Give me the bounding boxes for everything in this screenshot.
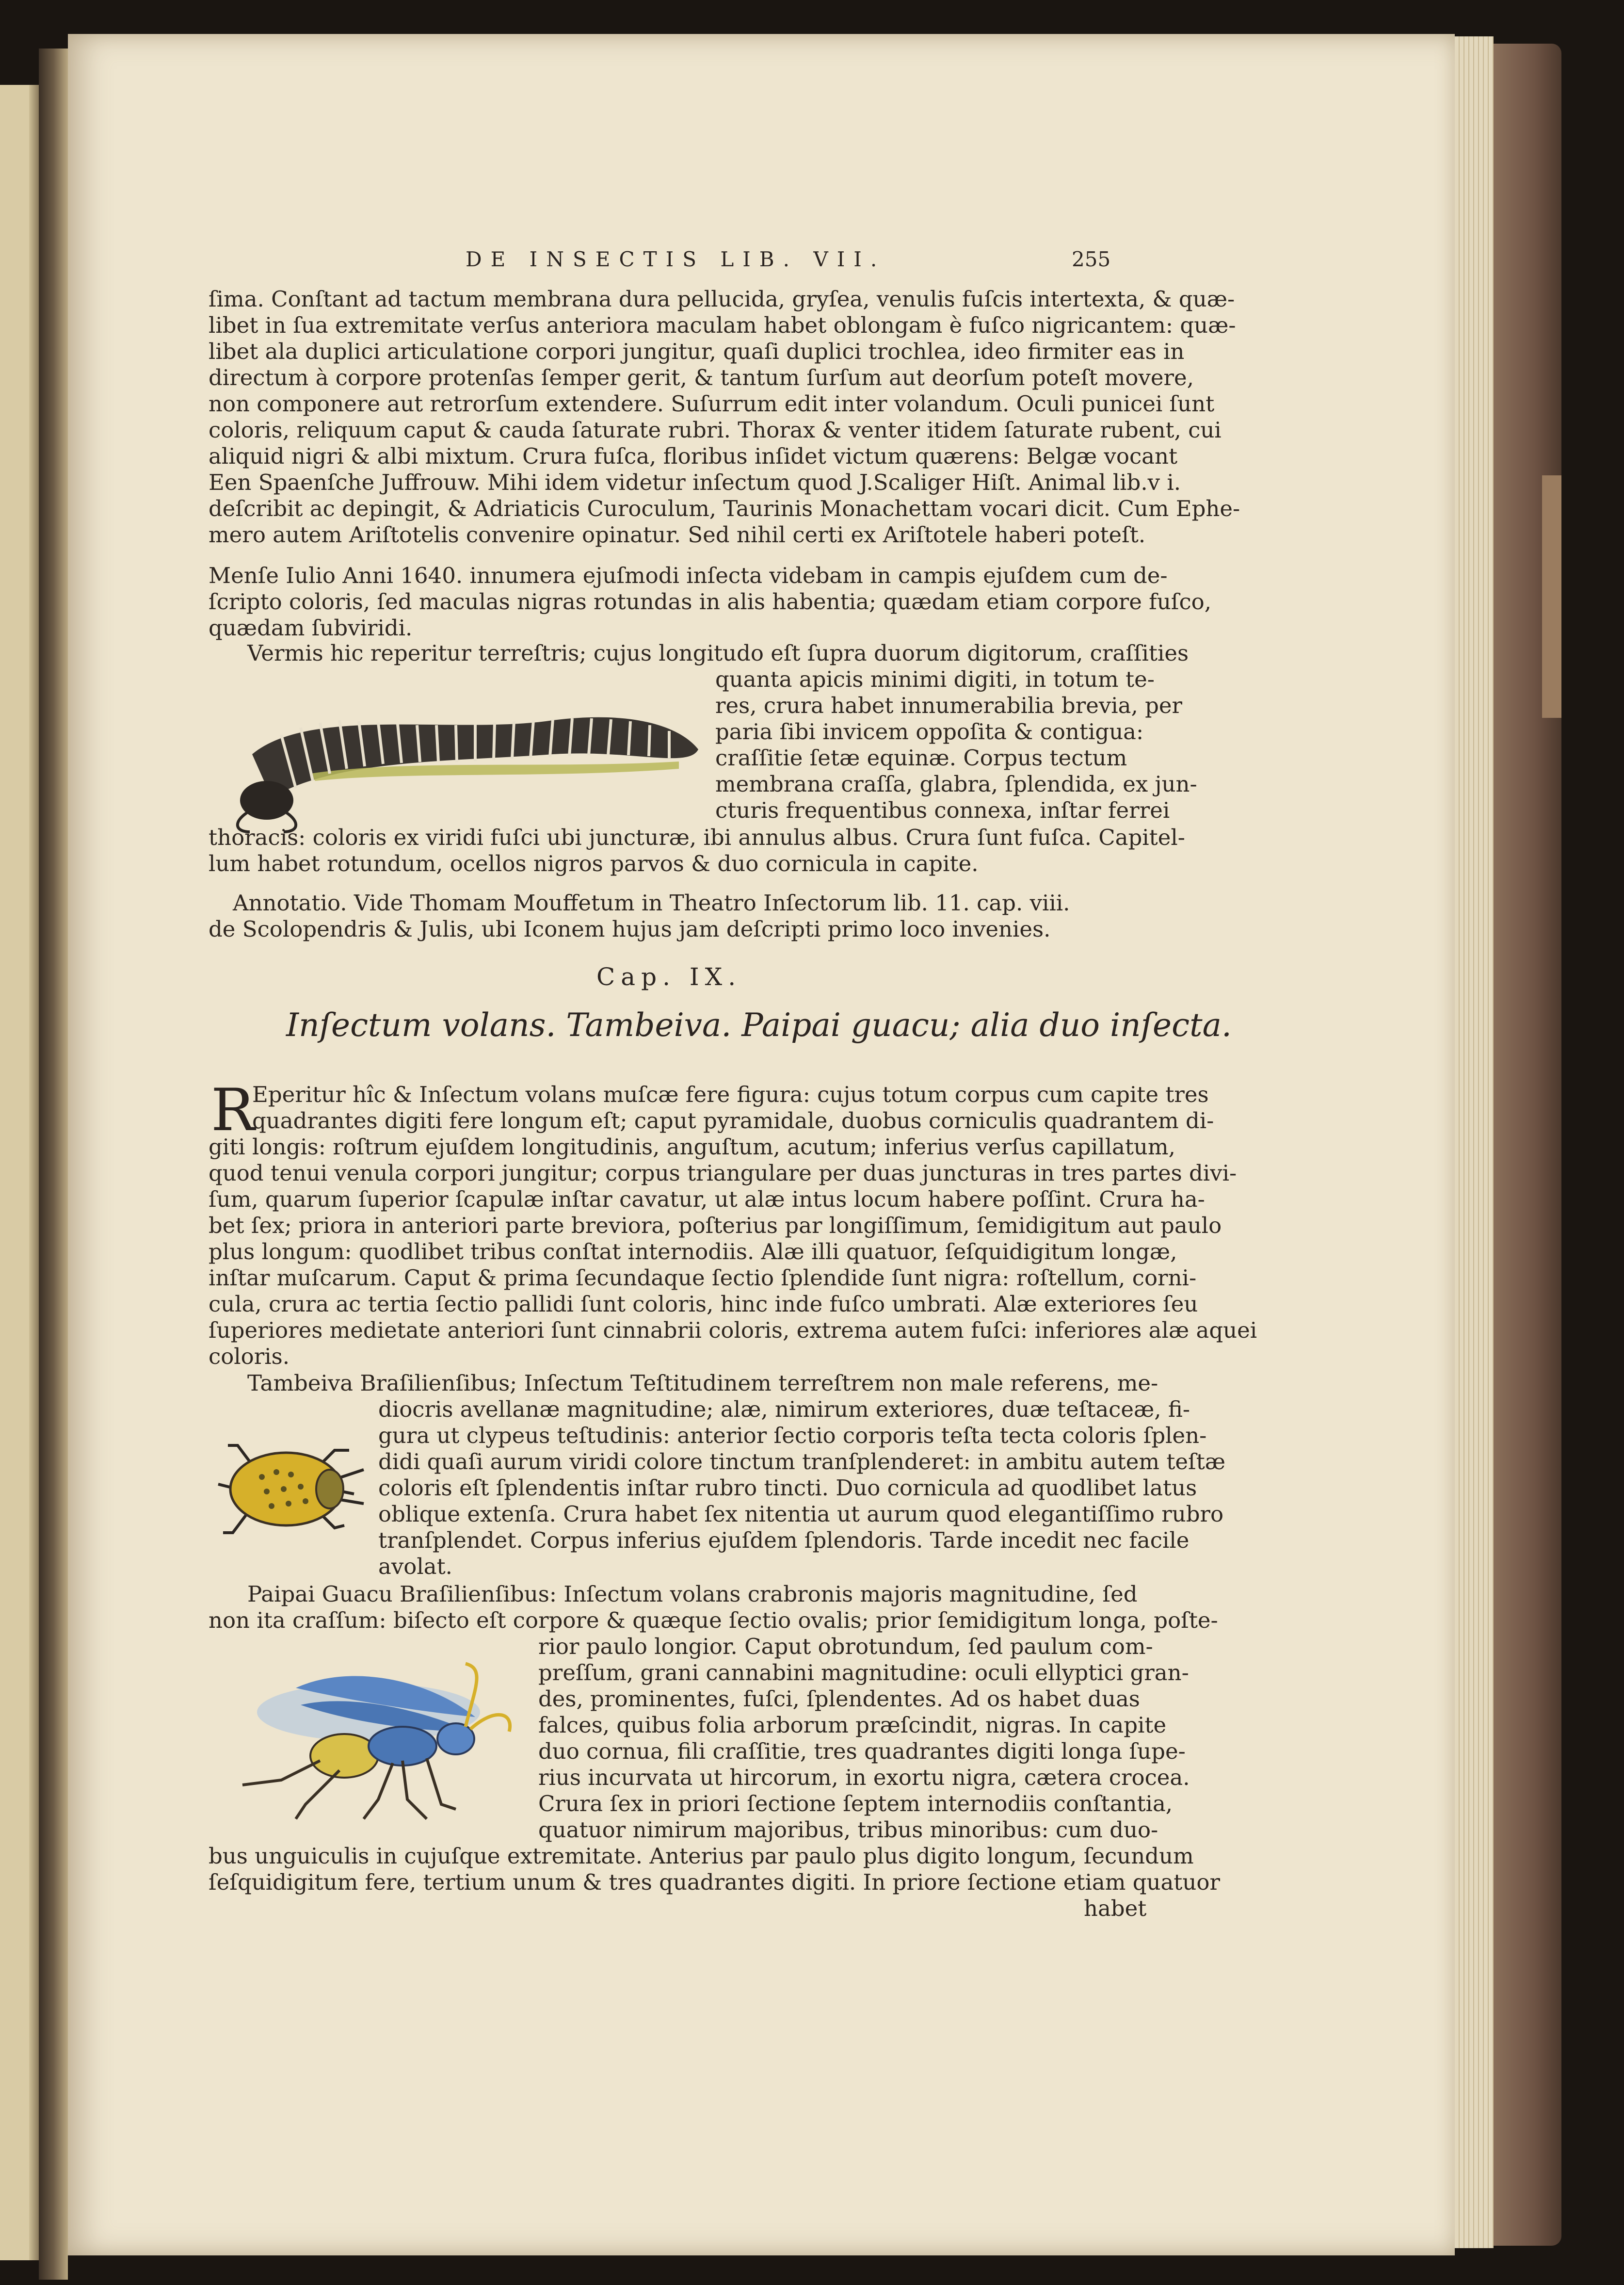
text-line: libet in ſua extremitate verſus anteriora maculam habet oblongam è fuſco nigricantem: quæ-	[209, 312, 1236, 338]
text-line: ſuperiores medietate anteriori ſunt cinnabrii coloris, extrema autem fuſci: inferiores alæ aquei	[209, 1317, 1257, 1343]
text-line: thoracis: coloris ex viridi fuſci ubi juncturæ, ibi annulus albus. Crura ſunt fuſca. Capitel-	[209, 825, 1185, 850]
text-line: oblique extenſa. Crura habet ſex nitentia ut aurum quod elegantiſſimo rubro	[378, 1501, 1224, 1527]
paragraph-block-3-start	[252, 1082, 1214, 1134]
text-line: quædam ſubviridi.	[209, 615, 413, 641]
text-line: ſima. Conſtant ad tactum membrana dura pellucida, gryſea, venulis fuſcis intertexta, & quæ-	[209, 286, 1235, 312]
text-line: coloris.	[209, 1344, 290, 1369]
text-line: inſtar muſcarum. Caput & prima ſecundaque ſectio ſplendide ſunt nigra: roſtellum, corni-	[209, 1265, 1197, 1291]
left-page-edge	[29, 85, 39, 2260]
catchword	[1084, 1896, 1146, 1922]
text-line: duo cornua, fili craſſitie, tres quadrantes digiti longa ſupe-	[538, 1738, 1186, 1764]
text-line: deſcribit ac depingit, & Adriaticis Curoculum, Taurinis Monachettam vocari dicit. Cum Ephe-	[209, 496, 1240, 521]
paipai-first	[247, 1581, 1138, 1607]
book-cover	[1494, 44, 1561, 2246]
text-line: Vermis hic reperitur terreſtris; cujus longitudo eſt ſupra duorum digitorum, craſſities	[247, 640, 1189, 666]
text-line: avolat.	[378, 1554, 452, 1579]
text-line: coloris eſt ſplendentis inſtar rubro tincti. Duo cornicula ad quodlibet latus	[378, 1475, 1197, 1501]
text-line: ſcripto coloris, ſed maculas nigras rotundas in alis habentia; quædam etiam corpore fuſco,	[209, 589, 1212, 615]
tambeiva-first	[247, 1370, 1158, 1396]
text-line: cturis frequentibus connexa, inſtar ferrei	[715, 797, 1170, 823]
text-line: ſum, quarum ſuperior ſcapulæ inſtar cavatur, ut alæ intus locum habere poſſint. Crura ha-	[209, 1186, 1205, 1212]
text-line: membrana craſſa, glabra, ſplendida, ex jun-	[715, 771, 1197, 797]
vermis-after-figure	[209, 825, 1185, 877]
paipai-column	[538, 1634, 1190, 1843]
text-line: cula, crura ac tertia ſectio pallidi ſunt coloris, hinc inde fuſco umbrati. Alæ exteriores ſeu	[209, 1291, 1198, 1317]
text-line: quod tenui venula corpori jungitur; corpus triangulare per duas juncturas in tres partes divi-	[209, 1160, 1237, 1186]
text-line: plus longum: quodlibet tribus conſtat internodiis. Alæ illi quatuor, ſeſquidigitum longæ,	[209, 1239, 1177, 1264]
text-line: quanta apicis minimi digiti, in totum te-	[715, 666, 1155, 692]
text-line: coloris, reliquum caput & cauda ſaturate rubri. Thorax & venter itidem ſaturate rubent, cui	[209, 417, 1222, 443]
text-line: directum à corpore protenſas ſemper gerit, & tantum ſurſum aut deorſum poteſt movere,	[209, 365, 1194, 390]
text-line: quadrantes digiti fere longum eſt; caput pyramidale, duobus corniculis quadrantem di-	[252, 1108, 1214, 1134]
page-number: 255	[1072, 247, 1111, 271]
running-title: DE INSECTIS LIB. VII.	[466, 247, 886, 271]
text-line: paria ſibi invicem oppoſita & contigua:	[715, 719, 1144, 745]
paragraph-block-2	[209, 563, 1211, 641]
text-line: gura ut clypeus teſtudinis: anterior ſectio corporis teſta tecta coloris ſplen-	[378, 1423, 1207, 1448]
paipai-after	[209, 1843, 1220, 1896]
chapter-title: Inſectum volans. Tambeiva. Paipai guacu; alia duo inſecta.	[286, 1006, 1232, 1044]
text-line: craſſitie ſetæ equinæ. Corpus tectum	[715, 745, 1127, 771]
text-line: Eperitur hîc & Inſectum volans muſcæ fere figura: cujus totum corpus cum capite tres	[252, 1082, 1209, 1107]
text-line: de Scolopendris & Julis, ubi Iconem hujus jam deſcripti primo loco invenies.	[209, 916, 1051, 942]
chapter-number: Cap. IX.	[596, 963, 742, 991]
text-line: Crura ſex in priori ſectione ſeptem internodiis conſtantia,	[538, 1791, 1173, 1816]
paragraph-block-3	[209, 1134, 1257, 1370]
text-line: non componere aut retrorſum extendere. Suſurrum edit inter volandum. Oculi punicei ſunt	[209, 391, 1215, 417]
text-line: Menſe Iulio Anni 1640. innumera ejuſmodi inſecta videbam in campis ejuſdem cum de-	[209, 563, 1168, 588]
text-line: Tambeiva Braſilienſibus; Inſectum Teſtitudinem terreſtrem non male referens, me-	[247, 1370, 1158, 1396]
vermis-first-line	[247, 640, 1189, 666]
text-line: bet ſex; priora in anteriori parte breviora, poſterius par longiſſimum, ſemidigitum aut paulo	[209, 1213, 1222, 1238]
text-line: mero autem Ariſtotelis convenire opinatur. Sed nihil certi ex Ariſtotele haberi poteſt.	[209, 522, 1146, 548]
blue-wasp-illustration	[223, 1659, 533, 1863]
running-header	[466, 247, 1130, 276]
drop-cap: R	[211, 1077, 255, 1144]
paipai-second	[209, 1607, 1218, 1634]
text-line: didi quaſi aurum viridi colore tinctum tranſplenderet: in ambitu autem teſtæ	[378, 1449, 1226, 1475]
text-line: falces, quibus folia arborum præſcindit, nigras. In capite	[538, 1712, 1167, 1738]
book-gutter	[39, 49, 68, 2280]
tambeiva-column	[378, 1396, 1225, 1580]
text-line: rius incurvata ut hircorum, in exortu nigra, cætera crocea.	[538, 1765, 1190, 1790]
text-line: giti longis: roſtrum ejuſdem longitudinis, anguſtum, acutum; inferius verſus capillatum,	[209, 1134, 1175, 1160]
text-line: res, crura habet innumerabilia brevia, per	[715, 693, 1183, 718]
text-line: diocris avellanæ magnitudine; alæ, nimirum exteriores, duæ teſtaceæ, fi-	[378, 1396, 1190, 1422]
text-line: ſeſquidigitum fere, tertium unum & tres quadrantes digiti. In priore ſectione etiam quatuor	[209, 1869, 1220, 1895]
text-line: aliquid nigri & albi mixtum. Crura fuſca, floribus inſidet victum quærens: Belgæ vocant	[209, 443, 1178, 469]
text-line: quatuor nimirum majoribus, tribus minoribus: cum duo-	[538, 1817, 1158, 1843]
text-line: preſſum, grani cannabini magnitudine: oculi ellyptici gran-	[538, 1660, 1189, 1685]
text-line: rior paulo longior. Caput obrotundum, ſed paulum com-	[538, 1634, 1153, 1659]
annotatio	[209, 890, 1070, 942]
text-line: des, prominentes, fuſci, ſplendentes. Ad os habet duas	[538, 1686, 1140, 1712]
text-line: Een Spaenſche Juffrouw. Mihi idem videtur inſectum quod J.Scaliger Hiſt. Animal lib.v i.	[209, 470, 1181, 495]
text-line: non ita craſſum: biſecto eſt corpore & quæque ſectio ovalis; prior ſemidigitum longa, poſte-	[209, 1607, 1218, 1633]
text-line: lum habet rotundum, ocellos nigros parvos & duo cornicula in capite.	[209, 851, 979, 876]
cover-tear	[1542, 475, 1561, 718]
text-line: libet ala duplici articulatione corpori jungitur, quaſi duplici trochlea, ideo firmiter eas in	[209, 339, 1185, 364]
text-line: Paipai Guacu Braſilienſibus: Inſectum volans crabronis majoris magnitudine, ſed	[247, 1581, 1138, 1607]
millipede-illustration	[213, 677, 713, 837]
tortoise-beetle-illustration	[209, 1431, 369, 1547]
vermis-right-column	[715, 666, 1197, 824]
paragraph-block-1	[209, 286, 1240, 548]
catchword-text: habet	[1084, 1896, 1147, 1921]
text-line: tranſplendet. Corpus inferius ejuſdem ſplendoris. Tarde incedit nec facile	[378, 1527, 1190, 1553]
text-line: bus unguiculis in cujuſque extremitate. Anterius par paulo plus digito longum, ſecundum	[209, 1843, 1194, 1869]
text-line: Annotatio. Vide Thomam Mouffetum in Theatro Inſectorum lib. 11. cap. viii.	[233, 890, 1070, 916]
